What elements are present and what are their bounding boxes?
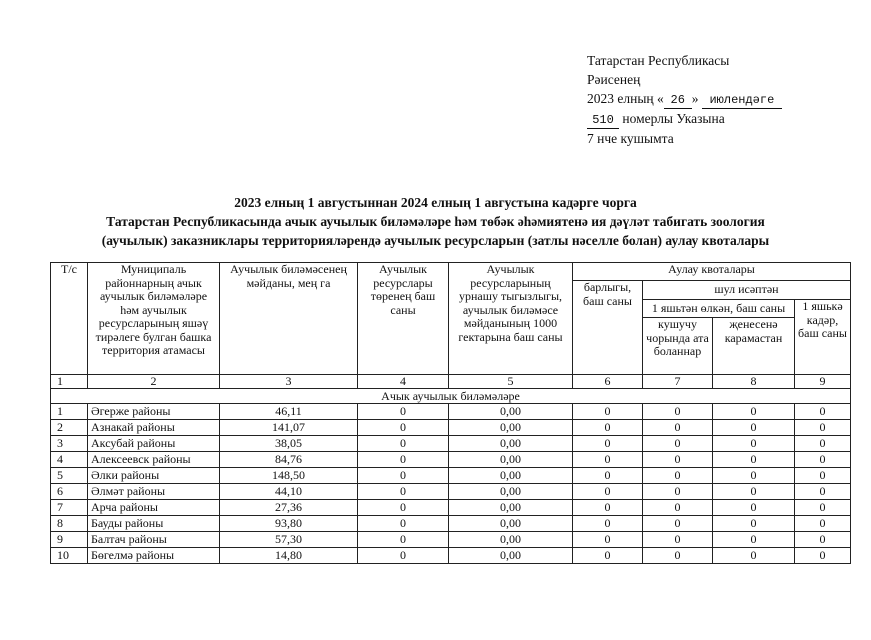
population-value: 0 (358, 548, 449, 564)
header-no-sex-distinction: җенесенә карамастан (713, 318, 795, 375)
row-index: 8 (51, 516, 88, 532)
territory-name: Азнакай районы (88, 420, 220, 436)
column-number: 5 (449, 375, 573, 389)
date-prefix: 2023 елның « (587, 91, 664, 106)
area-value: 141,07 (220, 420, 358, 436)
decree-day: 26 (664, 93, 692, 109)
decree-reference (587, 51, 782, 148)
area-value: 44,10 (220, 484, 358, 500)
quota-under-one-year: 0 (795, 436, 851, 452)
territory-name: Әлмәт районы (88, 484, 220, 500)
quota-antlered-males: 0 (643, 484, 713, 500)
quota-under-one-year: 0 (795, 532, 851, 548)
table-row (51, 452, 851, 468)
area-value: 93,80 (220, 516, 358, 532)
population-value: 0 (358, 516, 449, 532)
quota-under-one-year: 0 (795, 500, 851, 516)
decree-suffix: номерлы Указына (622, 111, 725, 126)
header-total: барлыгы, баш саны (573, 281, 643, 375)
quota-antlered-males: 0 (643, 452, 713, 468)
header-density: Аучылык ресурсларының урнашу тыгызлыгы, аучылык биләмәсе мәйданының 1000 гектарына баш саны (449, 263, 573, 375)
column-number: 8 (713, 375, 795, 389)
column-number: 4 (358, 375, 449, 389)
quota-no-sex: 0 (713, 532, 795, 548)
density-value: 0,00 (449, 468, 573, 484)
decree-date-line (587, 89, 782, 109)
date-mid: » (691, 91, 699, 106)
quota-antlered-males: 0 (643, 436, 713, 452)
area-value: 38,05 (220, 436, 358, 452)
column-number: 7 (643, 375, 713, 389)
quota-total: 0 (573, 404, 643, 420)
table-row (51, 468, 851, 484)
quota-no-sex: 0 (713, 468, 795, 484)
quota-antlered-males: 0 (643, 532, 713, 548)
row-index: 1 (51, 404, 88, 420)
quota-total: 0 (573, 500, 643, 516)
republic-line: Татарстан Республикасы (587, 53, 730, 68)
table-row (51, 500, 851, 516)
quota-no-sex: 0 (713, 500, 795, 516)
density-value: 0,00 (449, 484, 573, 500)
quota-total: 0 (573, 468, 643, 484)
row-index: 6 (51, 484, 88, 500)
population-value: 0 (358, 404, 449, 420)
quota-antlered-males: 0 (643, 468, 713, 484)
population-value: 0 (358, 468, 449, 484)
area-value: 148,50 (220, 468, 358, 484)
decree-number-line (587, 109, 782, 129)
territory-name: Бөгелмә районы (88, 548, 220, 564)
area-value: 57,30 (220, 532, 358, 548)
area-value: 46,11 (220, 404, 358, 420)
population-value: 0 (358, 484, 449, 500)
quota-under-one-year: 0 (795, 420, 851, 436)
quota-no-sex: 0 (713, 484, 795, 500)
population-value: 0 (358, 500, 449, 516)
population-value: 0 (358, 532, 449, 548)
quota-under-one-year: 0 (795, 468, 851, 484)
president-line: Рәисенең (587, 72, 641, 87)
document-title (0, 193, 871, 250)
area-value: 84,76 (220, 452, 358, 468)
density-value: 0,00 (449, 436, 573, 452)
quota-antlered-males: 0 (643, 420, 713, 436)
population-value: 0 (358, 436, 449, 452)
density-value: 0,00 (449, 548, 573, 564)
quota-no-sex: 0 (713, 420, 795, 436)
header-quota: Аулау квоталары (573, 263, 851, 281)
territory-name: Алексеевск районы (88, 452, 220, 468)
column-number-row (51, 375, 851, 389)
quota-antlered-males: 0 (643, 548, 713, 564)
row-index: 5 (51, 468, 88, 484)
column-number: 3 (220, 375, 358, 389)
territory-name: Балтач районы (88, 532, 220, 548)
area-value: 27,36 (220, 500, 358, 516)
density-value: 0,00 (449, 404, 573, 420)
row-index: 3 (51, 436, 88, 452)
header-row-1 (51, 263, 851, 281)
territory-name: Әгерже районы (88, 404, 220, 420)
header-territory: Муниципаль районнарның ачык аучылык биләмәләре һәм аучылык ресурсларының яшәү тирәлеге булган башка территория атамасы (88, 263, 220, 375)
quota-no-sex: 0 (713, 452, 795, 468)
table-row (51, 548, 851, 564)
quota-no-sex: 0 (713, 436, 795, 452)
quota-under-one-year: 0 (795, 548, 851, 564)
table-row (51, 484, 851, 500)
table-row (51, 420, 851, 436)
table-row (51, 516, 851, 532)
territory-name: Аксубай районы (88, 436, 220, 452)
quota-antlered-males: 0 (643, 404, 713, 420)
column-number: 1 (51, 375, 88, 389)
row-index: 2 (51, 420, 88, 436)
header-including: шул исәптән (643, 281, 851, 300)
population-value: 0 (358, 452, 449, 468)
header-area: Аучылык биләмәсенең мәйданы, мең га (220, 263, 358, 375)
quota-under-one-year: 0 (795, 404, 851, 420)
header-under-one-year: 1 яшькә кадәр, баш саны (795, 300, 851, 375)
territory-name: Бауды районы (88, 516, 220, 532)
column-number: 6 (573, 375, 643, 389)
quota-under-one-year: 0 (795, 516, 851, 532)
section-title: Ачык аучылык биләмәләре (51, 389, 851, 404)
density-value: 0,00 (449, 516, 573, 532)
density-value: 0,00 (449, 452, 573, 468)
density-value: 0,00 (449, 500, 573, 516)
appendix-line: 7 нче кушымта (587, 131, 674, 146)
quota-total: 0 (573, 452, 643, 468)
quota-no-sex: 0 (713, 548, 795, 564)
decree-month: июлендәге (702, 93, 782, 109)
row-index: 7 (51, 500, 88, 516)
title-line-1: 2023 елның 1 августыннан 2024 елның 1 августына кадәрге чорга (234, 195, 637, 210)
decree-number: 510 (587, 113, 619, 129)
density-value: 0,00 (449, 532, 573, 548)
title-line-3: (аучылык) заказниклары территорияләрендә аучылык ресурсларын (затлы нәселле болан) аулау квоталары (101, 233, 770, 248)
title-line-2: Татарстан Республикасында ачык аучылык биләмәләре һәм төбәк әһәмиятенә ия дәүләт табигать зоология (106, 214, 765, 229)
table-row (51, 404, 851, 420)
row-index: 10 (51, 548, 88, 564)
header-antlered-males: кушучу чорында ата боланнар (643, 318, 713, 375)
quota-under-one-year: 0 (795, 452, 851, 468)
column-number: 9 (795, 375, 851, 389)
territory-name: Әлки районы (88, 468, 220, 484)
quota-antlered-males: 0 (643, 516, 713, 532)
quota-total: 0 (573, 436, 643, 452)
quota-total: 0 (573, 484, 643, 500)
quota-total: 0 (573, 548, 643, 564)
quota-no-sex: 0 (713, 404, 795, 420)
quota-antlered-males: 0 (643, 500, 713, 516)
population-value: 0 (358, 420, 449, 436)
section-row (51, 389, 851, 404)
row-index: 9 (51, 532, 88, 548)
table-row (51, 532, 851, 548)
header-population: Аучылык ресурслары төренең баш саны (358, 263, 449, 375)
quota-table (50, 262, 851, 564)
quota-total: 0 (573, 420, 643, 436)
quota-under-one-year: 0 (795, 484, 851, 500)
row-index: 4 (51, 452, 88, 468)
area-value: 14,80 (220, 548, 358, 564)
header-index: Т/с (51, 263, 88, 375)
quota-total: 0 (573, 516, 643, 532)
column-number: 2 (88, 375, 220, 389)
density-value: 0,00 (449, 420, 573, 436)
quota-no-sex: 0 (713, 516, 795, 532)
territory-name: Арча районы (88, 500, 220, 516)
quota-total: 0 (573, 532, 643, 548)
header-over-one-year: 1 яшьтән өлкән, баш саны (643, 300, 795, 318)
table-body (51, 404, 851, 564)
table-row (51, 436, 851, 452)
